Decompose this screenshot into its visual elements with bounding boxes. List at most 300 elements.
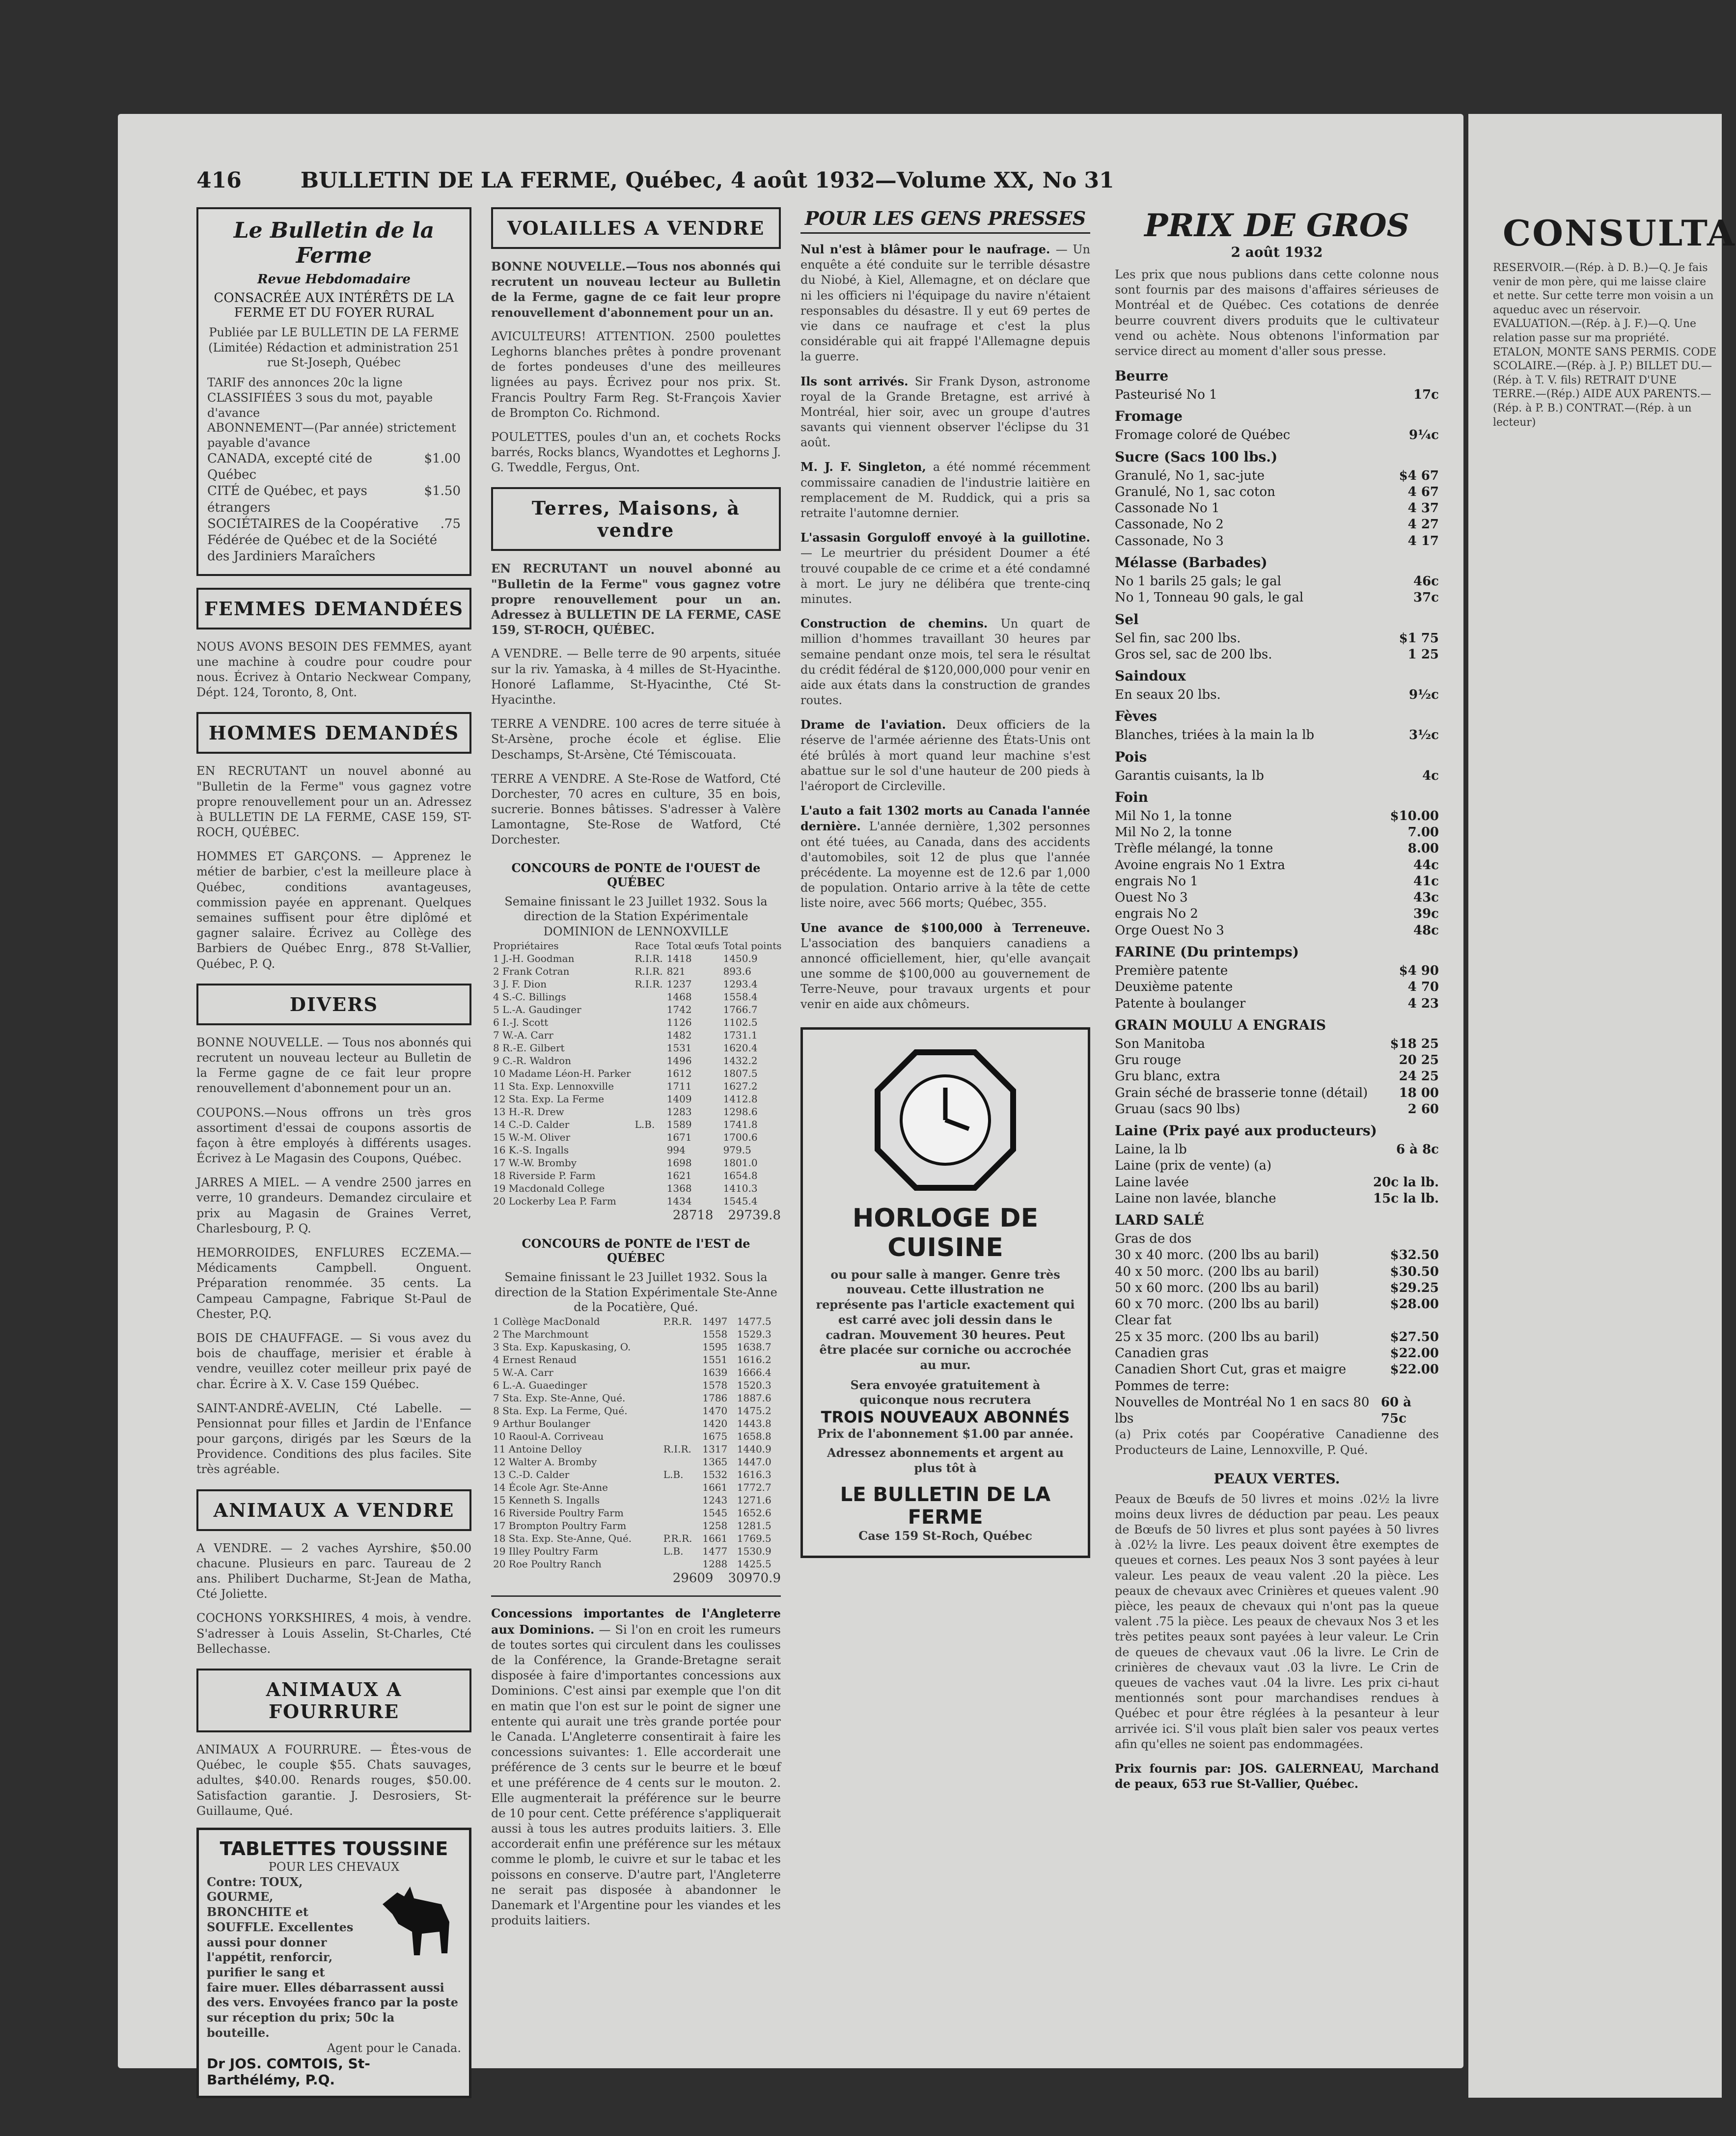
table-cell: 1434 <box>666 1195 692 1207</box>
price-row <box>1115 1068 1439 1085</box>
price-row <box>1115 1142 1439 1158</box>
table-cell: 1711 <box>666 1080 692 1092</box>
table-cell: R.I.R. <box>634 952 663 964</box>
horloge-address-lead: Adressez abonnements et argent au plus tôt à <box>827 1445 1064 1475</box>
animaux-ad-2: COCHONS YORKSHIRES, 4 mois, à vendre. S'adresser à Louis Asselin, St-Charles, Cté Bellechasse. <box>196 1611 471 1656</box>
table-row <box>491 1455 781 1468</box>
rate-list <box>207 451 461 565</box>
table-cell: 1410.3 <box>723 1182 758 1194</box>
table-cell: 1661 <box>702 1481 728 1494</box>
running-head <box>196 168 1434 193</box>
table-row <box>491 1392 781 1404</box>
table-cell: 1298.6 <box>723 1105 758 1118</box>
table-cell: 1801.0 <box>723 1156 758 1169</box>
news-text: a été nommé récemment commissaire canadien de l'industrie laitière en remplacement de M. Ruddick, qui a pris sa retraite l'automne dernier. <box>800 460 1090 520</box>
prix-date: 2 août 1932 <box>1231 244 1323 260</box>
table-cell: 20 Roe Poultry Ranch <box>493 1558 602 1570</box>
price-value: 43c <box>1413 890 1439 905</box>
price-heading: Foin <box>1115 789 1149 805</box>
newspaper-page <box>118 114 1463 2088</box>
volailles-ad-1: BONNE NOUVELLE.—Tous nos abonnés qui recrutent un nouveau lecteur au Bulletin de la Ferme, gagne de ce fait leur propre renouvellement d'abonnement pour un an. <box>491 259 781 320</box>
table-cell <box>661 1494 701 1506</box>
table-cell: 1551 <box>702 1354 728 1366</box>
table-cell: 1293.4 <box>723 978 758 990</box>
table-cell: 1 J.-H. Goodman <box>493 952 575 964</box>
price-label: No 1, Tonneau 90 gals, le gal <box>1115 590 1304 605</box>
page-number: 416 <box>196 168 242 193</box>
laine-note: (a) Prix cotés par Coopérative Canadienne des Producteurs de Laine, Lennoxville, P. Qué. <box>1115 1427 1439 1457</box>
table-cell: 9 Arthur Boulanger <box>493 1418 590 1430</box>
table-cell: 1450.9 <box>723 952 758 964</box>
concours-2-total: 29609 30970.9 <box>672 1571 781 1586</box>
table-cell: 9 C.-R. Waldron <box>493 1054 571 1067</box>
table-cell: 1477.5 <box>737 1315 772 1328</box>
masthead-tagline: CONSACRÉE AUX INTÉRÊTS DE LA FERME ET DU FOYER RURAL <box>214 291 454 320</box>
consulta-text: RESERVOIR.—(Rép. à D. B.)—Q. Je fais venir de mon père, qui me laisse claire et nette. Sur cette terre mon voisin a un aqueduc avec un réservoir. EVALUATION.—(Rép. à J. F.)—Q. Une relation passe sur ma propriété. ETALON, MONTE SANS PERMIS. CODE SCOLAIRE.—(Rép. à J. P.) BILLET DU.—(Rép. à T. V. fils) RETRAIT D'UNE TERRE.—(Rép.) AIDE AUX PARENTS.—(Rép. à P. B.) CONTRAT.—(Rép. à un lecteur) <box>1493 262 1717 429</box>
table-cell: 1532 <box>702 1469 728 1481</box>
price-value: 4c <box>1422 768 1439 783</box>
price-label: Cassonade, No 2 <box>1115 517 1224 532</box>
masthead-box <box>196 207 471 576</box>
news-item <box>800 717 1090 794</box>
news-text: — Le meurtrier du président Doumer a été trouvé coupable de ce crime et a été condamné à mort. Le jury ne délibéra que trente-cinq minutes. <box>800 546 1090 606</box>
concours-1-sub: Semaine finissant le 23 Juillet 1932. Sous la direction de la Station Expérimentale DOMINION de LENNOXVILLE <box>504 894 768 939</box>
price-value: 1 25 <box>1407 647 1439 662</box>
price-label: Clear fat <box>1115 1313 1172 1328</box>
price-value: 20c la lb. <box>1373 1175 1439 1190</box>
price-label: 40 x 50 morc. (200 lbs au baril) <box>1115 1264 1319 1279</box>
table-cell: 1666.4 <box>737 1367 772 1379</box>
table-cell <box>661 1379 701 1392</box>
price-value: $22.00 <box>1390 1362 1439 1377</box>
price-label: Gruau (sacs 90 lbs) <box>1115 1101 1240 1117</box>
table-cell: 15 Kenneth S. Ingalls <box>493 1494 600 1506</box>
table-row <box>491 1545 781 1558</box>
table-cell: 1638.7 <box>737 1341 772 1353</box>
table-cell: 1102.5 <box>723 1016 758 1028</box>
table-cell: 6 I.-J. Scott <box>493 1016 549 1028</box>
table-cell: 5 W.-A. Carr <box>493 1367 553 1379</box>
price-label: Blanches, triées à la main la lb <box>1115 728 1315 743</box>
table-row <box>491 1506 781 1519</box>
news-text: — Un enquête a été conduite sur le terrible désastre du Niobé, à Kiel, Allemagne, et on déclare que ni les officiers ni l'équipage du navire n'étaient responsables du désastre. Il y eut 69 pertes de vie dans ce naufrage et c'est la plus considérable qui ait frappé l'Allemagne depuis la guerre. <box>800 243 1091 364</box>
table-cell <box>633 990 665 1003</box>
price-value: 20 25 <box>1399 1053 1439 1068</box>
toussine-agent: Agent pour le Canada. <box>327 2041 461 2055</box>
toussine-sub: POUR LES CHEVAUX <box>268 1860 400 1874</box>
price-label: Ouest No 3 <box>1115 890 1188 905</box>
price-row <box>1115 387 1439 403</box>
price-label: 60 x 70 morc. (200 lbs au baril) <box>1115 1297 1319 1312</box>
table-row <box>491 1080 784 1093</box>
table-cell: R.I.R. <box>634 978 663 990</box>
table-cell: 1271.6 <box>737 1494 772 1506</box>
table-cell: 1741.8 <box>723 1118 758 1130</box>
news-list <box>800 242 1090 1013</box>
table-row <box>491 1067 784 1080</box>
price-value: 3½c <box>1408 728 1439 743</box>
table-cell: 12 Walter A. Bromby <box>493 1456 597 1468</box>
price-label: Cassonade No 1 <box>1115 501 1220 516</box>
table-cell: 1440.9 <box>737 1443 772 1455</box>
price-label: Pasteurisé No 1 <box>1115 387 1217 403</box>
price-value: $32.50 <box>1390 1248 1439 1263</box>
rate-row: SOCIÉTAIRES de la Coopérative Fédérée de Québec et de la Société des Jardiniers Maraîchers .75 <box>207 516 461 564</box>
price-value: $1 75 <box>1399 630 1439 646</box>
angleterre-title: Concessions importantes de l'Angleterre aux Dominions. <box>491 1606 781 1637</box>
table-cell <box>661 1519 701 1532</box>
divider <box>491 1595 781 1597</box>
price-heading: LARD SALÉ <box>1115 1212 1204 1229</box>
price-row <box>1115 1296 1439 1313</box>
price-row <box>1115 468 1439 484</box>
table-cell: 893.6 <box>723 965 751 977</box>
table-row <box>491 1443 781 1455</box>
divers-title: DIVERS <box>196 984 471 1025</box>
table-cell: 1700.6 <box>723 1131 758 1143</box>
table-cell: 1365 <box>702 1456 728 1468</box>
table-cell: 10 Raoul-A. Corriveau <box>493 1430 604 1443</box>
table-cell: 16 Riverside Poultry Farm <box>493 1507 624 1519</box>
price-label: Première patente <box>1115 963 1228 978</box>
table-row <box>491 1379 781 1392</box>
horloge-case: Case 159 St-Roch, Québec <box>858 1529 1032 1543</box>
table-cell: 16 K.-S. Ingalls <box>493 1144 569 1156</box>
table-cell <box>633 1029 665 1041</box>
price-value: $29.25 <box>1390 1280 1439 1295</box>
gens-presses-title: POUR LES GENS PRESSES <box>800 207 1090 234</box>
price-value: 60 à 75c <box>1380 1395 1411 1426</box>
news-text: Deux officiers de la réserve de l'armée aérienne des États-Unis ont été brûlés à mort quand leur machine s'est abattue sur le sol d'une hauteur de 200 pieds à l'aéroport de Circleville. <box>800 718 1090 793</box>
table-cell: 1731.1 <box>723 1029 758 1041</box>
table-cell: 10 Madame Léon-H. Parker <box>493 1067 631 1079</box>
table-cell: 17 Brompton Poultry Farm <box>493 1520 627 1532</box>
price-row <box>1115 1036 1439 1052</box>
column-4 <box>1115 207 1439 1800</box>
volailles-ad-3: POULETTES, poules d'un an, et cochets Rocks barrés, Rocks blancs, Wyandottes et Leghorns J. G. Tweddle, Fergus, Ont. <box>491 430 781 475</box>
price-value: 4 27 <box>1407 517 1439 532</box>
price-value: $22.00 <box>1390 1346 1439 1361</box>
price-row <box>1115 574 1439 590</box>
table-cell: L.B. <box>663 1469 684 1481</box>
masthead-abonnement: ABONNEMENT—(Par année) strictement payable d'avance <box>207 421 456 450</box>
toussine-text: Contre: TOUX, GOURME, BRONCHITE et SOUFFLE. Excellentes aussi pour donner l'appétit, renforcir, purifier le sang et faire muer. Elles débarrassent aussi des vers. Envoyées franco par la poste sur réception du prix; 50c la bouteille. <box>207 1874 459 2040</box>
price-value: $18 25 <box>1390 1036 1439 1051</box>
table-row <box>491 1195 784 1207</box>
concours-2-title: CONCOURS de PONTE de l'EST de QUÉBEC <box>522 1236 750 1265</box>
concours-2-table <box>491 1315 781 1570</box>
table-cell: 1477 <box>702 1545 728 1558</box>
table-cell <box>661 1366 701 1379</box>
table-cell: 13 C.-D. Calder <box>493 1469 570 1481</box>
table-cell: 1258 <box>702 1520 728 1532</box>
table-cell: P.R.R. <box>663 1315 692 1328</box>
price-label: Granulé, No 1, sac-jute <box>1115 468 1265 483</box>
price-value: 37c <box>1413 590 1439 605</box>
news-item <box>800 920 1090 1013</box>
terres-ad-4: TERRE A VENDRE. A Ste-Rose de Watford, Cté Dorchester, 70 acres en culture, 35 en bois, sucrerie. Bonnes bâtisses. S'adresser à Valère Lamontagne, Ste-Rose de Watford, Cté Dorchester. <box>491 771 781 847</box>
price-row <box>1115 1191 1439 1207</box>
concours-1-title: CONCOURS de PONTE de l'OUEST de QUÉBEC <box>511 860 761 889</box>
table-cell: 1432.2 <box>723 1054 758 1067</box>
price-value: $30.50 <box>1390 1264 1439 1279</box>
table-row <box>491 1144 784 1156</box>
table-cell: 5 L.-A. Gaudinger <box>493 1003 581 1015</box>
table-cell: 4 Ernest Renaud <box>493 1354 577 1366</box>
table-cell: 1589 <box>666 1118 692 1130</box>
table-row <box>491 1417 781 1430</box>
table-cell: 1558 <box>702 1328 728 1341</box>
table-cell: 1627.2 <box>723 1080 758 1092</box>
table-cell: 19 Macdonald College <box>493 1182 605 1194</box>
price-row <box>1115 687 1439 703</box>
table-cell: 1639 <box>702 1367 728 1379</box>
table-cell: 1288 <box>702 1558 728 1570</box>
price-label: Grain séché de brasserie tonne (détail) <box>1115 1085 1368 1100</box>
masthead-subtitle: Revue Hebdomadaire <box>257 272 411 287</box>
table-row <box>491 1328 781 1341</box>
column-1 <box>196 207 471 2098</box>
price-row <box>1115 768 1439 784</box>
table-cell: 1558.4 <box>723 990 758 1003</box>
hommes-ad-1: EN RECRUTANT un nouvel abonné au "Bulletin de la Ferme" vous gagnez votre propre renouvellement pour un an. Adressez à BULLETIN DE LA FERME, CASE 159, ST-ROCH, QUÉBEC. <box>196 764 471 840</box>
table-row <box>491 1315 781 1328</box>
table-cell: 1412.8 <box>723 1093 758 1105</box>
table-cell <box>661 1353 701 1366</box>
table-cell: 821 <box>666 965 686 977</box>
divers-ad-3: JARRES A MIEL. — A vendre 2500 jarres en verre, 10 grandeurs. Demandez circulaire et prix au Magasin de Graines Verret, Charlesbourg, P. Q. <box>196 1176 471 1235</box>
price-heading: Beurre <box>1115 368 1169 384</box>
price-label: Canadien gras <box>1115 1346 1209 1361</box>
table-cell <box>661 1506 701 1519</box>
price-value: 7.00 <box>1407 825 1439 840</box>
price-value: 6 à 8c <box>1396 1142 1439 1157</box>
table-cell <box>633 1182 665 1195</box>
table-cell: 1496 <box>666 1054 692 1067</box>
fourrure-ad: ANIMAUX A FOURRURE. — Êtes-vous de Québec, le couple $55. Chats sauvages, adultes, $40.00. Renards rouges, $50.00. Satisfaction garantie. J. Desrosiers, St-Guillaume, Qué. <box>196 1742 471 1818</box>
price-row <box>1115 1085 1439 1101</box>
masthead-classifiees: CLASSIFIÉES 3 sous du mot, payable d'avance <box>207 390 433 420</box>
table-cell <box>633 1156 665 1169</box>
price-row <box>1115 647 1439 663</box>
price-label: Gru blanc, extra <box>1115 1069 1220 1084</box>
price-label: Gru rouge <box>1115 1053 1182 1068</box>
price-row <box>1115 824 1439 841</box>
table-cell: 1443.8 <box>737 1418 772 1430</box>
table-cell <box>661 1328 701 1341</box>
news-lead: Drame de l'aviation. <box>800 717 957 732</box>
price-value: 24 25 <box>1399 1069 1439 1084</box>
price-label: Canadien Short Cut, gras et maigre <box>1115 1362 1347 1377</box>
price-label: Fromage coloré de Québec <box>1115 428 1291 443</box>
table-cell: 1529.3 <box>737 1328 772 1341</box>
table-header: Propriétaires Race Total œufs Total points <box>493 939 782 952</box>
price-heading: Fromage <box>1115 408 1183 425</box>
femmes-ad: NOUS AVONS BESOIN DES FEMMES, ayant une machine à coudre pour coudre pour nous. Écrivez à Ontario Neckwear Company, Dépt. 124, Toronto, 8, Ont. <box>196 639 471 700</box>
volailles-title: VOLAILLES A VENDRE <box>491 207 781 249</box>
table-row <box>491 965 784 978</box>
table-cell: 1520.3 <box>737 1379 772 1392</box>
table-cell: 3 Sta. Exp. Kapuskasing, O. <box>493 1341 631 1353</box>
animaux-title: ANIMAUX A VENDRE <box>196 1489 471 1531</box>
news-item <box>800 374 1090 451</box>
price-heading: Sucre (Sacs 100 lbs.) <box>1115 448 1278 465</box>
price-value: 44c <box>1413 857 1439 873</box>
table-row <box>491 1182 784 1195</box>
price-row <box>1115 1231 1439 1247</box>
price-label: Avoine engrais No 1 Extra <box>1115 857 1285 873</box>
table-cell <box>661 1404 701 1417</box>
table-cell: 18 Riverside P. Farm <box>493 1169 596 1181</box>
volailles-ad-2: AVICULTEURS! ATTENTION. 2500 poulettes Leghorns blanches prêtes à pondre provenant de fortes pondeuses d'une des meilleures lignées au pays. Écrivez pour nos prix. St. Francis Poultry Farm Reg. St-François Xavier de Brompton Co. Richmond. <box>491 329 781 420</box>
table-cell <box>633 1144 665 1156</box>
table-cell: 1772.7 <box>737 1481 772 1494</box>
table-cell: 7 Sta. Exp. Ste-Anne, Qué. <box>493 1392 626 1404</box>
table-cell: 8 Sta. Exp. La Ferme, Qué. <box>493 1405 628 1417</box>
horloge-title: HORLOGE DE CUISINE <box>852 1203 1039 1262</box>
table-cell: 1281.5 <box>737 1520 772 1532</box>
table-cell: 1545 <box>702 1507 728 1519</box>
clock-icon <box>872 1046 1019 1194</box>
price-value: 46c <box>1413 574 1439 589</box>
table-cell <box>633 1041 665 1054</box>
table-cell: 3 J. F. Dion <box>493 978 547 990</box>
price-label: Trèfle mélangé, la tonne <box>1115 841 1273 856</box>
price-label: Cassonade, No 3 <box>1115 533 1224 548</box>
table-cell: 1887.6 <box>737 1392 772 1404</box>
table-cell: 2 Frank Cotran <box>493 965 570 977</box>
hommes-title: HOMMES DEMANDÉS <box>196 712 471 754</box>
masthead-tarif: TARIF des annonces 20c la ligne <box>207 376 403 390</box>
price-row <box>1115 874 1439 890</box>
price-value: 4 17 <box>1407 533 1439 548</box>
news-item <box>800 530 1090 607</box>
price-label: Pommes de terre: <box>1115 1378 1230 1394</box>
price-row <box>1115 1395 1439 1427</box>
price-heading: Saindoux <box>1115 668 1186 685</box>
price-row <box>1115 979 1439 995</box>
price-row <box>1115 890 1439 906</box>
table-cell: 1530.9 <box>737 1545 772 1558</box>
price-row <box>1115 1264 1439 1280</box>
news-item <box>800 242 1090 365</box>
animaux-ad-1: A VENDRE. — 2 vaches Ayrshire, $50.00 chacune. Plusieurs en parc. Taureau de 2 ans. Philibert Ducharme, St-Jean de Matha, Cté Joliette. <box>196 1541 471 1601</box>
table-cell: 1470 <box>702 1405 728 1417</box>
table-cell: L.B. <box>634 1118 655 1130</box>
table-cell: 4 S.-C. Billings <box>493 990 566 1003</box>
table-cell: 1742 <box>666 1003 692 1015</box>
table-row <box>491 1003 784 1016</box>
news-text: Un quart de million d'hommes travaillant 30 heures par semaine pendant onze mois, tel sera le résultat du crédit fédéral de $120,000,000 pour venir en aide aux états dans la construction de grandes routes. <box>800 617 1090 708</box>
table-cell: L.B. <box>663 1545 684 1558</box>
table-row <box>491 1366 781 1379</box>
table-cell: 1283 <box>666 1105 692 1118</box>
table-row <box>491 1105 784 1118</box>
price-label: 50 x 60 morc. (200 lbs au baril) <box>1115 1280 1319 1295</box>
table-row <box>491 1118 784 1131</box>
table-cell: 1671 <box>666 1131 692 1143</box>
price-value: $27.50 <box>1390 1329 1439 1344</box>
price-value: 4 70 <box>1407 980 1439 995</box>
divers-ad-6: SAINT-ANDRÉ-AVELIN, Cté Labelle. — Pensionnat pour filles et Jardin de l'Enfance pour garçons, dirigés par les Sœurs de la Providence. Conditions des plus faciles. Site très agréable. <box>196 1401 471 1477</box>
news-text: L'association des banquiers canadiens a annoncé officiellement, hier, qu'elle avançait une somme de $100,000 au gouvernement de Terre-Neuve, pour travaux urgents et pour venir en aide aux chômeurs. <box>800 936 1090 1012</box>
price-value: $4 90 <box>1399 963 1439 978</box>
table-cell: R.I.R. <box>663 1443 691 1455</box>
table-cell: 1545.4 <box>723 1195 758 1207</box>
price-row <box>1115 923 1439 939</box>
price-row <box>1115 1158 1439 1174</box>
price-row <box>1115 590 1439 606</box>
consulta-title: CONSULTA <box>1503 212 1736 254</box>
news-item <box>800 616 1090 708</box>
table-cell: 1531 <box>666 1041 692 1054</box>
table-cell: 1 Collège MacDonald <box>493 1315 600 1328</box>
price-row <box>1115 1345 1439 1362</box>
price-row <box>1115 1362 1439 1378</box>
table-cell: 1409 <box>666 1093 692 1105</box>
concours-2-sub: Semaine finissant le 23 Juillet 1932. Sous la direction de la Station Expérimentale Ste-Anne de la Pocatière, Qué. <box>495 1270 777 1314</box>
price-row <box>1115 841 1439 857</box>
price-value: 4 23 <box>1407 996 1439 1011</box>
masthead-publisher: Publiée par LE BULLETIN DE LA FERME (Limitée) Rédaction et administration 251 rue St-Joseph, Québec <box>208 326 460 370</box>
price-value: 4 37 <box>1407 501 1439 516</box>
price-row <box>1115 1175 1439 1191</box>
table-row <box>491 1494 781 1506</box>
table-cell: 1578 <box>702 1379 728 1392</box>
peaux-title: PEAUX VERTES. <box>1213 1470 1340 1487</box>
price-label: Garantis cuisants, la lb <box>1115 768 1264 783</box>
table-cell <box>661 1558 701 1570</box>
horloge-text-2: Sera envoyée gratuitement à quiconque nous recrutera <box>850 1377 1041 1407</box>
price-label: engrais No 2 <box>1115 906 1198 922</box>
toussine-title: TABLETTES TOUSSINE <box>220 1837 448 1860</box>
news-item <box>800 459 1090 521</box>
price-row <box>1115 857 1439 874</box>
adjacent-page <box>1468 114 1736 2098</box>
table-cell: 994 <box>666 1144 686 1156</box>
table-cell: 1497 <box>702 1315 728 1328</box>
price-heading: Mélasse (Barbades) <box>1115 554 1268 571</box>
table-cell <box>661 1430 701 1443</box>
table-cell: 1468 <box>666 990 692 1003</box>
price-value: $28.00 <box>1390 1297 1439 1312</box>
price-row <box>1115 1329 1439 1345</box>
peaux-foot: Prix fournis par: JOS. GALERNEAU, Marchand de peaux, 653 rue St-Vallier, Québec. <box>1115 1761 1439 1791</box>
table-cell: 1482 <box>666 1029 692 1041</box>
table-cell: 1807.5 <box>723 1067 758 1079</box>
table-cell: 17 W.-W. Bromby <box>493 1156 577 1169</box>
concours-2-rows <box>491 1315 781 1570</box>
table-cell: 6 L.-A. Guaedinger <box>493 1379 587 1392</box>
price-row <box>1115 484 1439 500</box>
table-cell: 8 R.-E. Gilbert <box>493 1041 565 1054</box>
price-row <box>1115 1101 1439 1118</box>
price-label: Gras de dos <box>1115 1232 1192 1247</box>
price-value: 18 00 <box>1399 1085 1439 1100</box>
price-row <box>1115 1378 1439 1395</box>
table-cell: 1675 <box>702 1430 728 1443</box>
table-cell: 1654.8 <box>723 1169 758 1181</box>
price-value: 9¼c <box>1408 428 1439 443</box>
news-lead: L'assasin Gorguloff envoyé à la guillotine. <box>800 530 1090 545</box>
terres-ad-3: TERRE A VENDRE. 100 acres de terre située à St-Arsène, proche école et église. Elie Deschamps, St-Arsène, Cté Témiscouata. <box>491 717 781 762</box>
table-cell <box>661 1341 701 1353</box>
terres-ad-1: EN RECRUTANT un nouvel abonné au "Bulletin de la Ferme" vous gagnez votre propre renouvellement pour un an. Adressez à BULLETIN DE LA FERME, CASE 159, ST-ROCH, QUÉBEC. <box>491 561 781 637</box>
price-row <box>1115 517 1439 533</box>
table-cell: 979.5 <box>723 1144 751 1156</box>
table-cell: 1425.5 <box>737 1558 772 1570</box>
table-cell: 20 Lockerby Lea P. Farm <box>493 1195 616 1207</box>
